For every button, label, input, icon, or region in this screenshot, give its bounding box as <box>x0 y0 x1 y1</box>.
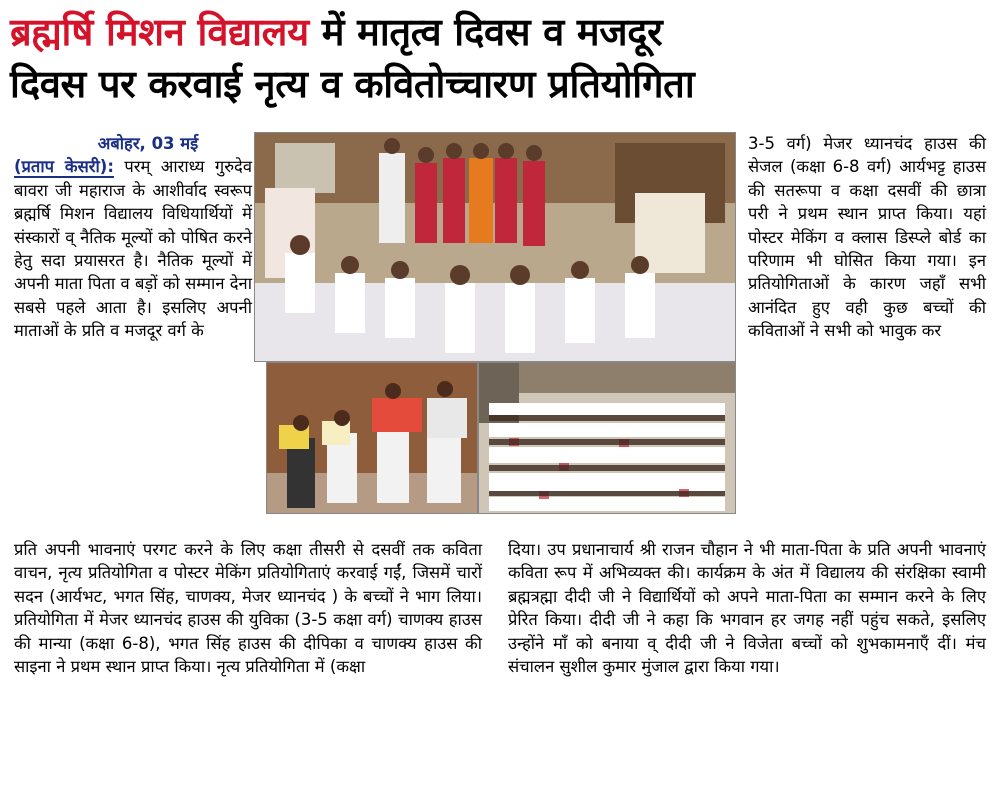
winners-photo <box>266 362 478 514</box>
headline-school-name: ब्रह्मर्षि मिशन विद्यालय <box>10 10 309 54</box>
article-right-bottom <box>508 538 986 678</box>
article-left-bottom <box>14 538 482 678</box>
article-text-left-bottom: प्रति अपनी भावनाएं परगट करने के लिए कक्षा तीसरी से दसवीं तक कविता वाचन, नृत्य प्रतियोगिता व पोस्टर मेकिंग प्रतियोगिताएं करवाई गईं, जिसमें चारों सदन (आर्यभट, भगत सिंह, चाणक्य, मेजर ध्यानचंद ) के बच्चों ने भाग लिया। प्रतियोगिता में मेजर ध्यानचंद हाउस की युविका (3-5 कक्षा वर्ग) चाणक्य हाउस की मान्या (कक्षा 6-8), भगत सिंह हाउस की दीपिका व चाणक्य हाउस की साइना ने प्रथम स्थान प्राप्त किया। नृत्य प्रतियोगिता में (कक्षा <box>14 540 482 677</box>
dateline-place-date: अबोहर, 03 मई <box>97 134 199 153</box>
photo-seated-students-icon <box>479 363 735 513</box>
photo-students-staff-icon <box>255 133 735 361</box>
group-photo <box>254 132 736 362</box>
article-text-left-top: परम् आराध्य गुरुदेव बावरा जी महाराज के आशीर्वाद स्वरूप ब्रह्मर्षि मिशन विद्यालय विधियार्थियों में संस्कारों व् नैतिक मूल्यों को पोषित करने हेतु सदा प्रयासरत है। नैतिक मूल्यों में अपनी माता पिता व बड़ों को सम्मान देना सबसे पहले आता है। इसलिए अपनी माताओं के प्रति व मजदूर वर्ग के <box>14 157 252 341</box>
article-right-top <box>748 132 986 343</box>
headline <box>10 6 990 110</box>
article-left-top <box>14 132 252 343</box>
headline-line2: दिवस पर करवाई नृत्य व कविताेच्चारण प्रतियोगिता <box>10 62 695 106</box>
article-text-right-bottom: दिया। उप प्रधानाचार्य श्री राजन चौहान ने भी माता-पिता के प्रति अपनी भावनाएं कविता रूप में अभिव्यक्त की। कार्यक्रम के अंत में विद्यालय की संरक्षिका स्वामी ब्रह्मत्रह्मा दीदी जी ने विद्यार्थियों को अपने माता-पिता का सम्मान करने के लिए प्रेरित किया। दीदी जी ने कहा कि भगवान हर जगह नहीं पहुंच सकते, इसलिए उन्होंने माँ को बनाया व् दीदी जी ने विजेता बच्चों को शुभकामनाएँ दीं। मंच संचालन सुशील कुमार मुंजाल द्वारा किया गया। <box>508 540 986 677</box>
headline-line1-rest: में मातृत्व दिवस व मजदूर <box>308 10 663 54</box>
dateline-source: (प्रताप केसरी): <box>14 157 114 177</box>
assembly-photo <box>478 362 736 514</box>
article-text-right-top: 3-5 वर्ग) मेजर ध्यानचंद हाउस की सेजल (कक्षा 6-8 वर्ग) आर्यभट्ट हाउस की सतरूपा व कक्षा दसवीं की छात्रा परी ने प्रथम स्थान प्राप्त किया। यहां पोस्टर मेकिंग व क्लास डिस्प्ले बोर्ड का परिणाम भी घोसित किया गया। इन प्रतियोगिताओं के कारण जहाँ सभी आनंदित हुए वही कुछ बच्चों की कविताओं ने सभी को भावुक कर <box>748 134 986 341</box>
photo-girls-posters-icon <box>267 363 477 513</box>
